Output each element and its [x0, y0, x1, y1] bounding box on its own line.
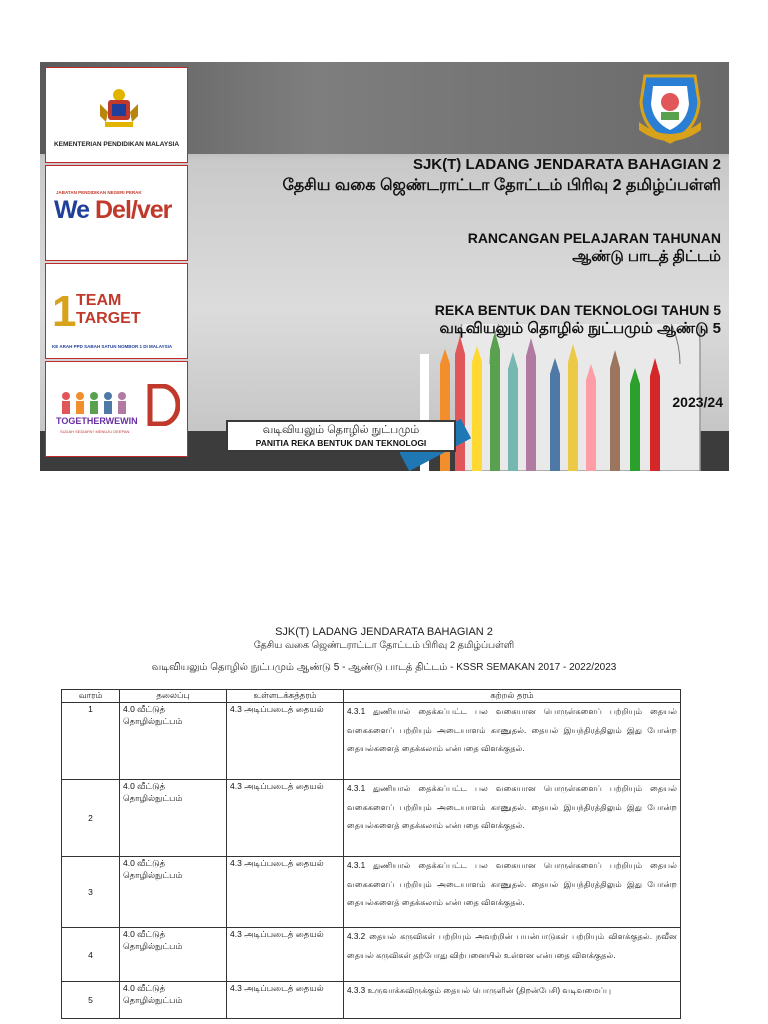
header-learning-standard: கற்றல் தரம்: [344, 690, 681, 703]
document-subtitle: வடிவியலும் தொழில் நுட்பமும் ஆண்டு 5 - ஆண்டு பாடத் திட்டம் - KSSR SEMAKAN 2017 - 2022/2023: [151, 662, 617, 673]
we-deliver-wordmark: We Del/ver: [54, 196, 172, 224]
cover-plan-title: RANCANGAN PELAJARAN TAHUNAN: [467, 230, 721, 246]
jpn-label: JABATAN PENDIDIKAN NEGERI PERAK: [56, 190, 142, 195]
topic-cell: 4.0 வீட்டுத் தொழில்நுட்பம்: [120, 982, 227, 1019]
people-icon: [58, 390, 138, 416]
table-row: [62, 857, 681, 928]
target-label: TARGET: [76, 310, 141, 327]
document-school-name: SJK(T) LADANG JENDARATA BAHAGIAN 2: [275, 626, 493, 638]
team-target-logo: [45, 263, 188, 359]
together-label: TOGETHERWEWIN: [56, 416, 138, 426]
kpm-label: KEMENTERIAN PENDIDIKAN MALAYSIA: [53, 141, 180, 148]
document-school-name-tamil: தேசிய வகை ஜெண்டராட்டா தோட்டம் பிரிவு 2 தமிழ்ப்பள்ளி: [253, 640, 515, 651]
cover-year: 2023/24: [672, 394, 723, 410]
learning-standard-cell: 4.3.3 உருவாக்கவிருக்கும் தையல் பொருளின் (திறன்பேசி) வடிவமைப்பு: [344, 982, 681, 1019]
team-label: TEAM: [76, 292, 122, 309]
week-cell: 4: [62, 928, 120, 982]
table-row: [62, 780, 681, 857]
topic-cell: 4.0 வீட்டுத் தொழில்நுட்பம்: [120, 780, 227, 857]
cover-banner: [40, 62, 729, 471]
kpm-logo: [45, 67, 188, 163]
cover-subject-title: REKA BENTUK DAN TEKNOLOGI TAHUN 5: [434, 302, 721, 318]
d-letter-icon: [146, 384, 180, 426]
panitia-tamil: வடிவியலும் தொழில் நுட்பமும்: [262, 424, 420, 436]
yearly-plan-table: [61, 689, 681, 1019]
header-week: வாரம்: [62, 690, 120, 703]
together-subtitle: SUDAH SEDIAPA? MENUJU DEEPAN: [60, 429, 130, 434]
topic-cell: 4.0 வீட்டுத் தொழில்நுட்பம்: [120, 857, 227, 928]
week-cell: 1: [62, 703, 120, 780]
content-standard-cell: 4.3 அடிப்படைத் தையல்: [227, 857, 344, 928]
week-cell: 3: [62, 857, 120, 928]
team-target-subtitle: KE ARAH PPD SABAH SATUN NOMBOR 1 DI MALAYSIA: [52, 344, 173, 349]
cover-school-name: SJK(T) LADANG JENDARATA BAHAGIAN 2: [412, 156, 721, 173]
content-standard-cell: 4.3 அடிப்படைத் தையல்: [227, 780, 344, 857]
learning-standard-cell: 4.3.1 துணியால் தைக்கப்பட்ட பல வகையான பொருள்களைப் பற்றியும் தையல் வகைகளைப் பற்றியும் அடையாளம் காணுதல். தையல் இயந்திரத்திலும் இது போன்ற தையல்களைத் தைக்கலாம் என்பதை விளக்குதல்.: [344, 857, 681, 928]
cover-subject-title-tamil: வடிவியலும் தொழில் நுட்பமும் ஆண்டு 5: [439, 320, 721, 337]
logo-column: [45, 67, 188, 457]
topic-cell: 4.0 வீட்டுத் தொழில்நுட்பம்: [120, 703, 227, 780]
topic-cell: 4.0 வீட்டுத் தொழில்நுட்பம்: [120, 928, 227, 982]
panitia-box: [226, 420, 456, 452]
table-row: [62, 928, 681, 982]
school-badge-icon: [635, 72, 705, 144]
content-standard-cell: 4.3 அடிப்படைத் தையல்: [227, 982, 344, 1019]
team-target-number: 1: [52, 287, 77, 336]
content-standard-cell: 4.3 அடிப்படைத் தையல்: [227, 703, 344, 780]
learning-standard-cell: 4.3.2 தையல் கருவிகள் பற்றியும் அவற்றின் பயன்பாடுகள் பற்றியும் விளக்குதல். நவீன தையல் கருவிகள் தற்போது விற்பனையில் உள்ளன என்பதை விளக்குதல்.: [344, 928, 681, 982]
learning-standard-cell: 4.3.1 துணியால் தைக்கப்பட்ட பல வகையான பொருள்களைப் பற்றியும் தையல் வகைகளைப் பற்றியும் அடையாளம் காணுதல். தையல் இயந்திரத்திலும் இது போன்ற தையல்களைத் தைக்கலாம் என்பதை விளக்குதல்.: [344, 703, 681, 780]
cover-plan-title-tamil: ஆண்டு பாடத் திட்டம்: [572, 248, 721, 265]
learning-standard-cell: 4.3.1 துணியால் தைக்கப்பட்ட பல வகையான பொருள்களைப் பற்றியும் தையல் வகைகளைப் பற்றியும் அடையாளம் காணுதல். தையல் இயந்திரத்திலும் இது போன்ற தையல்களைத் தைக்கலாம் என்பதை விளக்குதல்.: [344, 780, 681, 857]
table-header-row: [62, 690, 681, 703]
malaysia-crest-icon: [96, 86, 142, 132]
week-cell: 2: [62, 780, 120, 857]
table-row: [62, 982, 681, 1019]
together-we-win-logo: [45, 361, 188, 457]
header-content-standard: உள்ளடக்கத்தரம்: [227, 690, 344, 703]
we-deliver-logo: [45, 165, 188, 261]
panitia-malay: PANITIA REKA BENTUK DAN TEKNOLOGI: [255, 438, 427, 448]
week-cell: 5: [62, 982, 120, 1019]
header-topic: தலைப்பு: [120, 690, 227, 703]
table-row: [62, 703, 681, 780]
content-standard-cell: 4.3 அடிப்படைத் தையல்: [227, 928, 344, 982]
cover-school-name-tamil: தேசிய வகை ஜெண்டராட்டா தோட்டம் பிரிவு 2 தமிழ்ப்பள்ளி: [282, 177, 721, 194]
